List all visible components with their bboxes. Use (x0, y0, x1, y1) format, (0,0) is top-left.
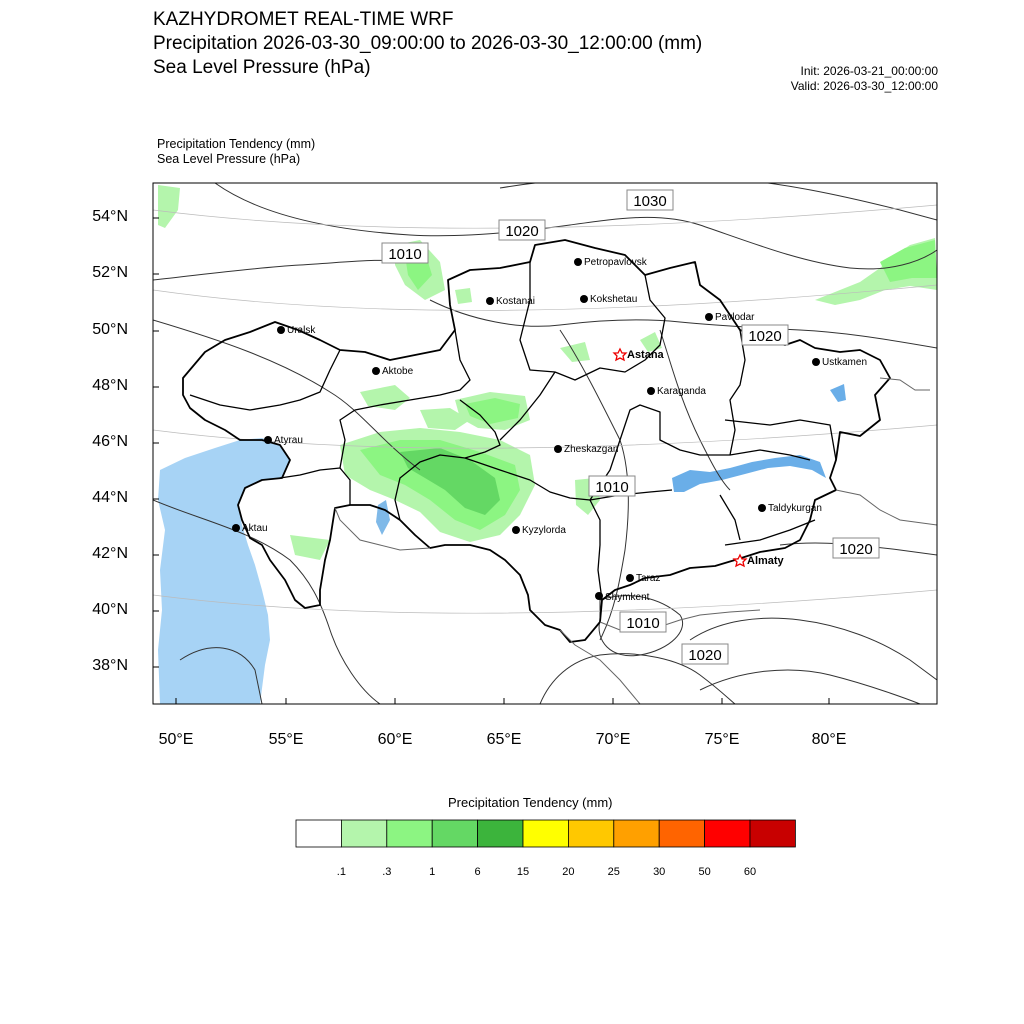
isobar-label (627, 190, 673, 210)
svg-text:Kostanai: Kostanai (496, 296, 535, 307)
svg-text:Kyzylorda: Kyzylorda (522, 525, 566, 536)
svg-text:Aktau: Aktau (242, 523, 268, 534)
svg-text:1010: 1010 (595, 479, 629, 496)
colorbar-label: .3 (382, 866, 392, 878)
colorbar-label: 20 (562, 866, 575, 878)
lat-label: 44°N (92, 489, 128, 506)
svg-text:Kokshetau: Kokshetau (590, 294, 638, 305)
isobar-label (682, 644, 728, 664)
svg-text:Astana: Astana (627, 349, 664, 361)
svg-text:Uralsk: Uralsk (287, 325, 316, 336)
isobar-label (620, 612, 666, 632)
lat-label: 42°N (92, 545, 128, 562)
lon-label: 65°E (486, 731, 522, 748)
lat-label: 50°N (92, 321, 128, 338)
lon-label: 80°E (811, 731, 847, 748)
lat-label: 54°N (92, 208, 128, 225)
lon-label: 60°E (377, 731, 413, 748)
lat-label: 48°N (92, 377, 128, 394)
city-kokshetau (580, 294, 637, 305)
city-shymkent (595, 592, 650, 603)
svg-text:1010: 1010 (626, 615, 660, 632)
lon-label: 75°E (704, 731, 740, 748)
lon-label: 50°E (158, 731, 194, 748)
isobar-label (833, 538, 879, 558)
city-taraz (626, 573, 660, 584)
lat-label: 52°N (92, 264, 128, 281)
field-label-precip: Precipitation Tendency (mm) (157, 137, 316, 151)
city-taldykurgan (758, 503, 822, 514)
lat-label: 38°N (92, 657, 128, 674)
svg-text:1030: 1030 (633, 193, 667, 210)
init-time: Init: 2026-03-21_00:00:00 (800, 64, 938, 78)
lat-label: 40°N (92, 601, 128, 618)
field-label-slp: Sea Level Pressure (hPa) (157, 152, 301, 166)
svg-text:Pavlodar: Pavlodar (715, 312, 755, 323)
svg-text:Zheskazgan: Zheskazgan (564, 444, 619, 455)
city-pavlodar (705, 312, 755, 323)
map-subtitle-precip: Precipitation 2026-03-30_09:00:00 to 2026-03-30_12:00:00 (mm) (153, 33, 703, 54)
city-kyzylorda (512, 525, 566, 536)
isobar-label (589, 476, 635, 496)
colorbar-label: 30 (653, 866, 666, 878)
svg-text:1020: 1020 (505, 223, 539, 240)
lake-zaysan (830, 384, 846, 402)
city-karaganda (647, 386, 706, 397)
svg-text:Petropavlovsk: Petropavlovsk (584, 257, 647, 268)
lon-label: 70°E (595, 731, 631, 748)
city-almaty (734, 555, 785, 567)
valid-time: Valid: 2026-03-30_12:00:00 (790, 79, 938, 93)
colorbar-label: 15 (516, 866, 530, 878)
svg-text:Taraz: Taraz (636, 573, 661, 584)
lon-label: 55°E (268, 731, 304, 748)
city-astana (614, 349, 665, 361)
map-subtitle-slp: Sea Level Pressure (hPa) (153, 57, 371, 78)
colorbar-title: Precipitation Tendency (mm) (448, 795, 613, 810)
isobar-label (382, 243, 428, 263)
svg-text:Karaganda: Karaganda (657, 386, 706, 397)
city-zheskazgan (554, 444, 618, 455)
svg-text:Almaty: Almaty (747, 555, 784, 567)
colorbar-label: 6 (474, 866, 481, 878)
svg-text:Taldykurgan: Taldykurgan (768, 503, 822, 514)
svg-text:1020: 1020 (748, 328, 782, 345)
map-title: KAZHYDROMET REAL-TIME WRF (153, 9, 454, 30)
colorbar-label: .1 (336, 866, 346, 878)
city-aktobe (372, 366, 414, 377)
colorbar-label: 60 (743, 866, 757, 878)
svg-text:Shymkent: Shymkent (605, 592, 650, 603)
lat-label: 46°N (92, 433, 128, 450)
svg-text:Ustkamen: Ustkamen (822, 357, 868, 368)
svg-text:1020: 1020 (688, 647, 722, 664)
colorbar-label: 50 (698, 866, 711, 878)
lake-aral-south (376, 500, 390, 535)
colorbar-label: 25 (607, 866, 620, 878)
city-uralsk (277, 325, 316, 336)
city-kostanai (486, 296, 535, 307)
graticule (153, 205, 937, 613)
svg-text:1020: 1020 (839, 541, 873, 558)
city-ustkamen (812, 357, 867, 368)
city-petropavlovsk (574, 257, 648, 268)
isobar-label (499, 220, 545, 240)
svg-text:Aktobe: Aktobe (382, 366, 414, 377)
caspian-sea (158, 438, 290, 704)
svg-text:Atyrau: Atyrau (274, 435, 303, 446)
colorbar-label: 1 (429, 866, 436, 878)
isobar-label (742, 325, 788, 345)
svg-text:1010: 1010 (388, 246, 422, 263)
lake-balkhash (672, 455, 826, 492)
